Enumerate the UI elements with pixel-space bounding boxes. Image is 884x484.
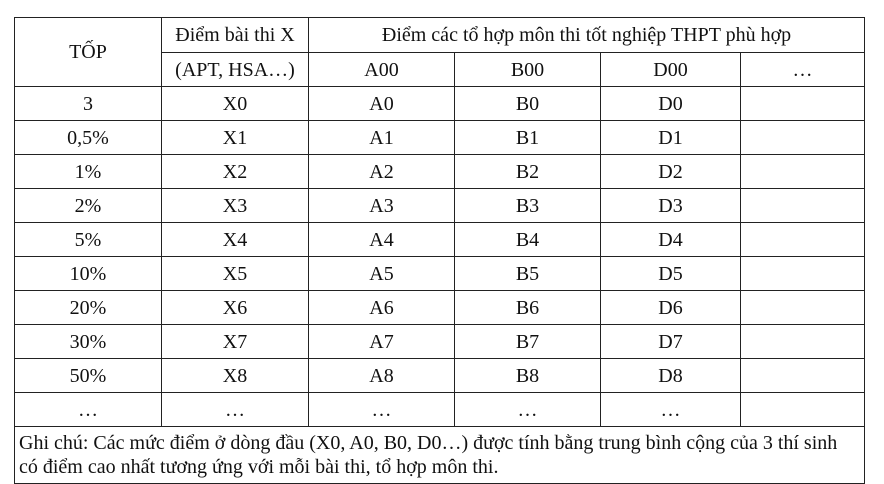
cell-d00: D1 xyxy=(601,121,741,155)
cell-d00: D0 xyxy=(601,87,741,121)
cell-exam-score: X3 xyxy=(162,189,309,223)
cell-a00: … xyxy=(309,393,455,427)
cell-more xyxy=(741,291,865,325)
cell-b00: B1 xyxy=(455,121,601,155)
cell-a00: A3 xyxy=(309,189,455,223)
table-row xyxy=(15,87,865,121)
score-table-container xyxy=(14,17,864,484)
cell-exam-score: X2 xyxy=(162,155,309,189)
cell-top: 0,5% xyxy=(15,121,162,155)
table-row xyxy=(15,257,865,291)
cell-top: 20% xyxy=(15,291,162,325)
top-column-header: TỐP xyxy=(15,18,162,87)
cell-more xyxy=(741,189,865,223)
cell-exam-score: X1 xyxy=(162,121,309,155)
cell-b00: … xyxy=(455,393,601,427)
table-body xyxy=(15,87,865,427)
cell-exam-score: X7 xyxy=(162,325,309,359)
cell-exam-score: X5 xyxy=(162,257,309,291)
cell-top: 1% xyxy=(15,155,162,189)
cell-d00: D3 xyxy=(601,189,741,223)
cell-a00: A1 xyxy=(309,121,455,155)
cell-a00: A2 xyxy=(309,155,455,189)
cell-top: 30% xyxy=(15,325,162,359)
cell-more xyxy=(741,257,865,291)
cell-exam-score: X4 xyxy=(162,223,309,257)
combo-header-more: … xyxy=(741,53,865,87)
header-row-top xyxy=(15,18,865,53)
combos-column-header: Điểm các tổ hợp môn thi tốt nghiệp THPT phù hợp xyxy=(309,18,865,53)
table-row xyxy=(15,291,865,325)
table-row xyxy=(15,155,865,189)
table-footer xyxy=(15,427,865,484)
combo-header-b00: B00 xyxy=(455,53,601,87)
cell-d00: D5 xyxy=(601,257,741,291)
cell-d00: D8 xyxy=(601,359,741,393)
exam-column-header-line2: (APT, HSA…) xyxy=(162,53,309,87)
cell-b00: B7 xyxy=(455,325,601,359)
cell-top: 2% xyxy=(15,189,162,223)
combo-header-d00: D00 xyxy=(601,53,741,87)
cell-b00: B3 xyxy=(455,189,601,223)
table-row xyxy=(15,189,865,223)
cell-d00: D6 xyxy=(601,291,741,325)
cell-top: 3 xyxy=(15,87,162,121)
cell-more xyxy=(741,359,865,393)
cell-b00: B6 xyxy=(455,291,601,325)
table-row xyxy=(15,121,865,155)
cell-d00: D2 xyxy=(601,155,741,189)
table-header xyxy=(15,18,865,87)
cell-b00: B0 xyxy=(455,87,601,121)
combo-header-a00: A00 xyxy=(309,53,455,87)
cell-a00: A4 xyxy=(309,223,455,257)
cell-exam-score: X0 xyxy=(162,87,309,121)
cell-b00: B8 xyxy=(455,359,601,393)
cell-top: 5% xyxy=(15,223,162,257)
note-text: Ghi chú: Các mức điểm ở dòng đầu (X0, A0, B0, D0…) được tính bằng trung bình cộng của 3 thí sinh có điểm cao nhất tương ứng với mỗi bài thi, tổ hợp môn thi. xyxy=(15,427,865,484)
cell-b00: B5 xyxy=(455,257,601,291)
score-table xyxy=(14,17,865,484)
cell-top: 50% xyxy=(15,359,162,393)
cell-exam-score: X8 xyxy=(162,359,309,393)
cell-more xyxy=(741,155,865,189)
table-row xyxy=(15,393,865,427)
cell-d00: D7 xyxy=(601,325,741,359)
note-row xyxy=(15,427,865,484)
exam-column-header-line1: Điểm bài thi X xyxy=(162,18,309,53)
cell-top: … xyxy=(15,393,162,427)
cell-b00: B4 xyxy=(455,223,601,257)
cell-a00: A0 xyxy=(309,87,455,121)
cell-more xyxy=(741,393,865,427)
cell-b00: B2 xyxy=(455,155,601,189)
cell-d00: … xyxy=(601,393,741,427)
table-row xyxy=(15,325,865,359)
cell-d00: D4 xyxy=(601,223,741,257)
cell-more xyxy=(741,121,865,155)
cell-top: 10% xyxy=(15,257,162,291)
cell-a00: A8 xyxy=(309,359,455,393)
cell-more xyxy=(741,325,865,359)
table-row xyxy=(15,359,865,393)
cell-more xyxy=(741,87,865,121)
cell-a00: A7 xyxy=(309,325,455,359)
cell-more xyxy=(741,223,865,257)
cell-a00: A6 xyxy=(309,291,455,325)
cell-exam-score: … xyxy=(162,393,309,427)
cell-a00: A5 xyxy=(309,257,455,291)
cell-exam-score: X6 xyxy=(162,291,309,325)
table-row xyxy=(15,223,865,257)
